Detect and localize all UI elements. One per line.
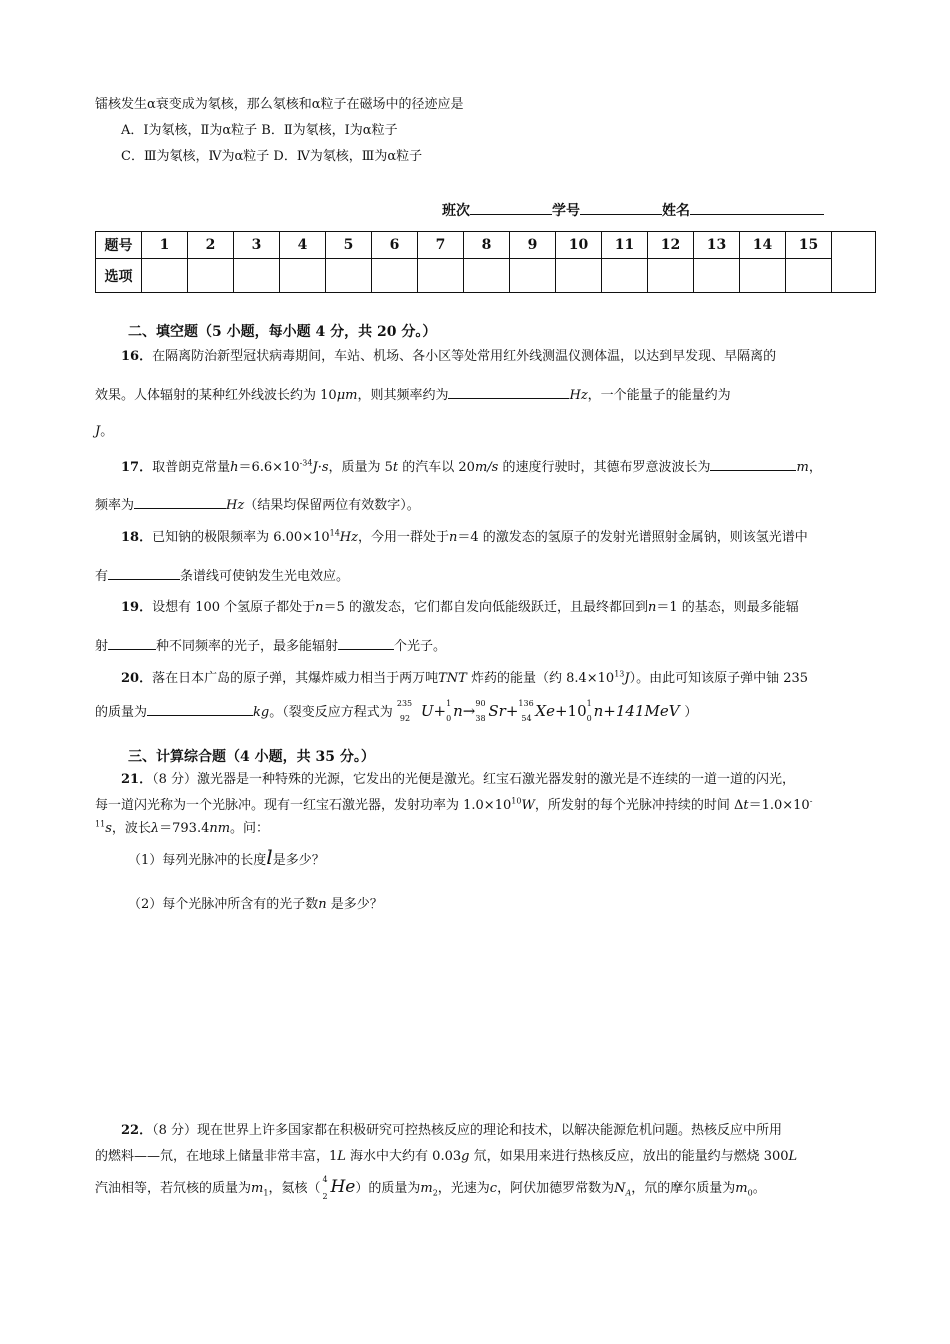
q21-exp-power: 10 bbox=[511, 796, 522, 806]
question-number: 11 bbox=[602, 232, 648, 259]
q16-frequency-blank[interactable] bbox=[448, 385, 569, 399]
name-label: 姓名 bbox=[662, 203, 690, 219]
q21-exp-time-digits: 11 bbox=[95, 819, 106, 829]
q17-text-1e: 的速度行驶时，其德布罗意波波长为 bbox=[498, 460, 711, 475]
sr-atomic-number: 38 bbox=[475, 714, 486, 723]
choice-header: 选项 bbox=[96, 259, 142, 293]
q22-sub-0: 0 bbox=[747, 1188, 753, 1198]
q22-line3 bbox=[95, 1172, 766, 1202]
answer-cell[interactable] bbox=[648, 259, 694, 293]
q17-text-1a: 取普朗克常量 bbox=[152, 460, 231, 475]
q15-option-d: D．Ⅳ为氡核，Ⅲ为α粒子 bbox=[273, 149, 423, 164]
helium-nuclide bbox=[320, 1176, 330, 1202]
q15-options-cd bbox=[121, 148, 422, 166]
q20-unit-j: J bbox=[624, 671, 630, 686]
q22-var-na: N bbox=[614, 1181, 626, 1196]
answer-cell[interactable] bbox=[786, 259, 832, 293]
q22-text-2a: 的燃料——氘，在地球上储量非常丰富，1 bbox=[95, 1149, 338, 1164]
answer-cell[interactable] bbox=[602, 259, 648, 293]
fission-equation bbox=[396, 699, 684, 723]
q20-unit-kg: kg bbox=[253, 705, 270, 720]
answer-table-choice-row bbox=[96, 259, 876, 293]
q18-number: 18． bbox=[121, 530, 153, 545]
q21-unit-nm: nm bbox=[209, 821, 231, 836]
question-number: 3 bbox=[234, 232, 280, 259]
q21-number: 21． bbox=[121, 772, 153, 787]
question-number: 13 bbox=[694, 232, 740, 259]
q21-text-2a: 每一道闪光称为一个光脉冲。现有一红宝石激光器，发射功率为 1.0×10 bbox=[95, 798, 512, 813]
q16-text-3: 。 bbox=[100, 424, 114, 439]
q16-line3 bbox=[95, 423, 113, 441]
n-symbol-1: n bbox=[453, 702, 463, 720]
q18-text-1b: ，今用一群处于 bbox=[357, 530, 449, 545]
q16-line2 bbox=[95, 385, 731, 405]
q17-text-1b: ＝6.6×10 bbox=[238, 460, 300, 475]
q17-number: 17． bbox=[121, 460, 153, 475]
q21-text-2b: ，所发射的每个光脉冲持续的时间 Δ bbox=[534, 798, 744, 813]
q17-text-1c: ，质量为 5 bbox=[328, 460, 393, 475]
q16-unit-um: μm bbox=[336, 388, 358, 403]
q22-text-3b: ，氦核（ bbox=[268, 1181, 321, 1196]
question-number: 9 bbox=[510, 232, 556, 259]
q16-text-2a: 效果。人体辐射的某种红外线波长约为 10 bbox=[95, 388, 337, 403]
q21-text-3b: ＝793.4 bbox=[159, 821, 210, 836]
he-symbol: He bbox=[330, 1177, 356, 1197]
answer-cell[interactable] bbox=[234, 259, 280, 293]
q19-text-2a: 射 bbox=[95, 639, 109, 654]
q17-unit-hz: Hz bbox=[226, 498, 245, 513]
class-label: 班次 bbox=[442, 203, 470, 219]
answer-cell[interactable] bbox=[418, 259, 464, 293]
q20-number: 20． bbox=[121, 671, 153, 686]
q16-unit-j: J bbox=[95, 424, 101, 439]
q17-unit-m: m bbox=[796, 460, 809, 475]
q21-text-2c: ＝1.0×10 bbox=[748, 798, 810, 813]
eq-energy: +141MeV bbox=[603, 702, 680, 720]
question-number-header: 题号 bbox=[96, 232, 142, 259]
q21-unit-w: W bbox=[521, 798, 535, 813]
q17-text-2b: （结果均保留两位有效数字）。 bbox=[244, 498, 420, 513]
eq-plus-3: + bbox=[554, 702, 568, 720]
q19-var-n1: n bbox=[315, 600, 324, 615]
q18-unit-hz: Hz bbox=[339, 530, 358, 545]
q19-line1 bbox=[121, 599, 799, 617]
q21-var-lambda: λ bbox=[150, 821, 160, 836]
q15-option-c: C．Ⅲ为氡核，Ⅳ为α粒子 bbox=[121, 149, 270, 164]
q17-text-1d: 的汽车以 20 bbox=[398, 460, 475, 475]
q17-comma: ， bbox=[808, 460, 822, 475]
q17-unit-t: t bbox=[392, 460, 399, 475]
answer-cell[interactable] bbox=[372, 259, 418, 293]
answer-table-number-row bbox=[96, 232, 876, 259]
student-info bbox=[442, 200, 824, 220]
answer-cell[interactable] bbox=[280, 259, 326, 293]
q18-text-2b: 条谱线可使钠发生光电效应。 bbox=[180, 569, 350, 584]
q16-text-2b: ，则其频率约为 bbox=[357, 388, 449, 403]
q20-text-1a: 落在日本广岛的原子弹，其爆炸威力相当于两万吨 bbox=[152, 671, 439, 686]
question-number: 5 bbox=[326, 232, 372, 259]
q20-exponent: 13 bbox=[614, 669, 625, 679]
question-number: 1 bbox=[142, 232, 188, 259]
q20-mass-blank[interactable] bbox=[147, 702, 253, 716]
q17-wavelength-blank[interactable] bbox=[710, 457, 796, 471]
q22-var-c: c bbox=[489, 1181, 498, 1196]
u-mass-number: 235 bbox=[396, 699, 413, 708]
q17-unit-ms: m/s bbox=[474, 460, 499, 475]
q22-sub-a: A bbox=[625, 1188, 632, 1198]
strontium-nuclide bbox=[475, 700, 488, 724]
q15-stem: 镭核发生α衰变成为氡核，那么氡核和α粒子在磁场中的径迹应是 bbox=[95, 97, 464, 112]
q21-sub2-var-n: n bbox=[318, 897, 327, 912]
q20-tnt: TNT bbox=[438, 671, 467, 686]
question-number: 10 bbox=[556, 232, 602, 259]
q19-text-1c: ＝1 的基态，则最多能辐 bbox=[656, 600, 799, 615]
q22-text-3f: ，氘的摩尔质量为 bbox=[631, 1181, 736, 1196]
q15-option-b: B．Ⅱ为氡核，Ⅰ为α粒子 bbox=[261, 123, 398, 138]
q16-text-2c: ，一个能量子的能量约为 bbox=[587, 388, 731, 403]
eq-arrow: → bbox=[462, 702, 476, 720]
q22-unit-l2: L bbox=[788, 1149, 798, 1164]
answer-cell[interactable] bbox=[694, 259, 740, 293]
answer-cell[interactable] bbox=[510, 259, 556, 293]
q21-sub2-text-a: （2）每个光脉冲所含有的光子数 bbox=[128, 897, 319, 912]
q21-sub1-text-b: 是多少？ bbox=[272, 853, 325, 868]
q22-line1 bbox=[121, 1122, 782, 1140]
q18-text-1a: 已知钠的极限频率为 6.00×10 bbox=[152, 530, 330, 545]
id-label: 学号 bbox=[552, 203, 580, 219]
q21-sub2 bbox=[128, 896, 383, 914]
xe-atomic-number: 54 bbox=[521, 714, 532, 723]
section2-title: 二、填空题（5 小题，每小题 4 分，共 20 分。） bbox=[128, 324, 437, 340]
q22-sub-1: 1 bbox=[263, 1188, 269, 1198]
q18-text-2a: 有 bbox=[95, 569, 109, 584]
answer-cell[interactable] bbox=[326, 259, 372, 293]
uranium-nuclide bbox=[397, 700, 421, 724]
q18-var-n: n bbox=[449, 530, 458, 545]
u-symbol: U bbox=[420, 702, 434, 720]
q19-text-1b: ＝5 的激发态，它们都自发向低能级跃迁，且最终都回到 bbox=[323, 600, 648, 615]
q19-text-2c: 个光子。 bbox=[394, 639, 447, 654]
sr-mass-number: 90 bbox=[475, 699, 486, 708]
q22-text-3c: ）的质量为 bbox=[355, 1181, 421, 1196]
answer-cell[interactable] bbox=[464, 259, 510, 293]
he-mass-number: 4 bbox=[322, 1174, 328, 1184]
eq-coefficient: 10 bbox=[567, 702, 587, 720]
q19-count-blank[interactable] bbox=[338, 636, 394, 650]
answer-cell[interactable] bbox=[188, 259, 234, 293]
q22-var-m2: m bbox=[420, 1181, 433, 1196]
q21-sub1-text-a: （1）每列光脉冲的长度 bbox=[128, 853, 267, 868]
q21-sub2-text-b: 是多少？ bbox=[326, 897, 383, 912]
q21-sub1-var-l: l bbox=[266, 845, 273, 869]
q22-var-m0: m bbox=[735, 1181, 748, 1196]
q20-text-2a: 的质量为 bbox=[95, 705, 148, 720]
q19-kinds-blank[interactable] bbox=[108, 636, 156, 650]
class-blank[interactable] bbox=[470, 201, 552, 215]
q19-text-1a: 设想有 100 个氢原子都处于 bbox=[152, 600, 316, 615]
question-number: 2 bbox=[188, 232, 234, 259]
neutron-nuclide-2 bbox=[587, 700, 594, 724]
q18-lines-blank[interactable] bbox=[108, 566, 180, 580]
answer-table bbox=[95, 231, 876, 293]
q16-number: 16． bbox=[121, 349, 153, 364]
q22-text-3d: ，光速为 bbox=[437, 1181, 490, 1196]
xenon-nuclide bbox=[518, 700, 535, 724]
q22-number: 22． bbox=[121, 1123, 153, 1138]
q22-text-3g: 。 bbox=[752, 1181, 766, 1196]
q21-text-1: （8 分）激光器是一种特殊的光源，它发出的光便是激光。红宝石激光器发射的激光是不连续的一道一道的闪光， bbox=[152, 772, 795, 787]
q18-text-1c: ＝4 的激发态的氢原子的发射光谱照射金属钠，则该氢光谱中 bbox=[457, 530, 808, 545]
name-blank[interactable] bbox=[690, 201, 824, 215]
q21-line3 bbox=[95, 820, 269, 838]
q16-line1 bbox=[121, 348, 776, 366]
q20-text-2b: 。（裂变反应方程式为 bbox=[269, 705, 393, 720]
question-number: 8 bbox=[464, 232, 510, 259]
u-atomic-number: 92 bbox=[399, 714, 411, 723]
question-number: 6 bbox=[372, 232, 418, 259]
q17-unit-js: J·s bbox=[312, 460, 329, 475]
q19-var-n2: n bbox=[647, 600, 657, 615]
q22-text-2c: 氘，如果用来进行热核反应，放出的能量约与燃烧 300 bbox=[469, 1149, 789, 1164]
q22-text-2b: 海水中大约有 0.03 bbox=[345, 1149, 462, 1164]
q22-unit-g: g bbox=[461, 1149, 470, 1164]
question-number: 15 bbox=[786, 232, 832, 259]
q20-line2 bbox=[95, 697, 697, 725]
neutron-nuclide-1 bbox=[446, 700, 453, 724]
n1-mass-number: 1 bbox=[446, 699, 452, 708]
q21-text-3a: ，波长 bbox=[111, 821, 151, 836]
q21-text-3c: 。问： bbox=[230, 821, 270, 836]
answer-table-extra-cell bbox=[832, 232, 876, 293]
n-symbol-2: n bbox=[593, 702, 604, 720]
n2-mass-number: 1 bbox=[586, 699, 592, 708]
q20-line1 bbox=[121, 670, 808, 688]
sr-symbol: Sr bbox=[488, 702, 506, 720]
q22-line2 bbox=[95, 1148, 797, 1166]
q22-text-3a: 汽油相等，若氘核的质量为 bbox=[95, 1181, 252, 1196]
q20-text-1b: 炸药的能量（约 8.4×10 bbox=[466, 671, 615, 686]
q18-line1 bbox=[121, 529, 808, 547]
q22-text-3e: ，阿伏加德罗常数为 bbox=[497, 1181, 615, 1196]
n1-atomic-number: 0 bbox=[446, 714, 452, 723]
eq-plus-2: + bbox=[505, 702, 519, 720]
q17-exponent: -34 bbox=[299, 458, 313, 468]
q18-line2 bbox=[95, 566, 349, 586]
q19-line2 bbox=[95, 636, 446, 656]
q21-line2 bbox=[95, 797, 812, 815]
q19-number: 19． bbox=[121, 600, 153, 615]
q21-sub1 bbox=[128, 845, 325, 870]
q19-text-2b: 种不同频率的光子，最多能辐射 bbox=[156, 639, 339, 654]
q22-sub-2: 2 bbox=[432, 1188, 438, 1198]
q18-exponent: 14 bbox=[329, 528, 340, 538]
n2-atomic-number: 0 bbox=[586, 714, 592, 723]
q17-var-h: h bbox=[230, 460, 239, 475]
q17-text-2a: 频率为 bbox=[95, 498, 135, 513]
q21-exp-time-sign: - bbox=[809, 796, 813, 806]
q22-var-m1: m bbox=[251, 1181, 264, 1196]
eq-plus-1: + bbox=[433, 702, 447, 720]
section3-title: 三、计算综合题（4 小题，共 35 分。） bbox=[128, 749, 375, 765]
q16-unit-hz: Hz bbox=[569, 388, 588, 403]
q17-frequency-blank[interactable] bbox=[134, 495, 226, 509]
answer-cell[interactable] bbox=[740, 259, 786, 293]
he-atomic-number: 2 bbox=[322, 1191, 328, 1201]
q15-option-a: A．Ⅰ为氡核，Ⅱ为α粒子 bbox=[121, 123, 258, 138]
xe-symbol: Xe bbox=[535, 702, 555, 720]
question-number: 12 bbox=[648, 232, 694, 259]
answer-cell[interactable] bbox=[142, 259, 188, 293]
q20-text-2c: ） bbox=[684, 705, 698, 720]
q22-unit-l1: L bbox=[337, 1149, 346, 1164]
q21-var-t: t bbox=[743, 798, 749, 813]
q15-options-ab bbox=[121, 122, 398, 140]
answer-cell[interactable] bbox=[556, 259, 602, 293]
id-blank[interactable] bbox=[580, 201, 662, 215]
q20-text-1c: ）。由此可知该原子弹中铀 235 bbox=[629, 671, 809, 686]
q21-line1 bbox=[121, 771, 795, 789]
q21-unit-s: s bbox=[105, 821, 112, 836]
q17-line1 bbox=[121, 457, 822, 477]
question-number: 7 bbox=[418, 232, 464, 259]
xe-mass-number: 136 bbox=[518, 699, 534, 708]
q22-text-1: （8 分）现在世界上许多国家都在积极研究可控热核反应的理论和技术，以解决能源危机问题。热核反应中所用 bbox=[152, 1123, 782, 1138]
question-number: 14 bbox=[740, 232, 786, 259]
question-number: 4 bbox=[280, 232, 326, 259]
q16-text-1: 在隔离防治新型冠状病毒期间，车站、机场、各小区等处常用红外线测温仪测体温，以达到早发现、早隔离的 bbox=[152, 349, 777, 364]
q17-line2 bbox=[95, 495, 420, 515]
